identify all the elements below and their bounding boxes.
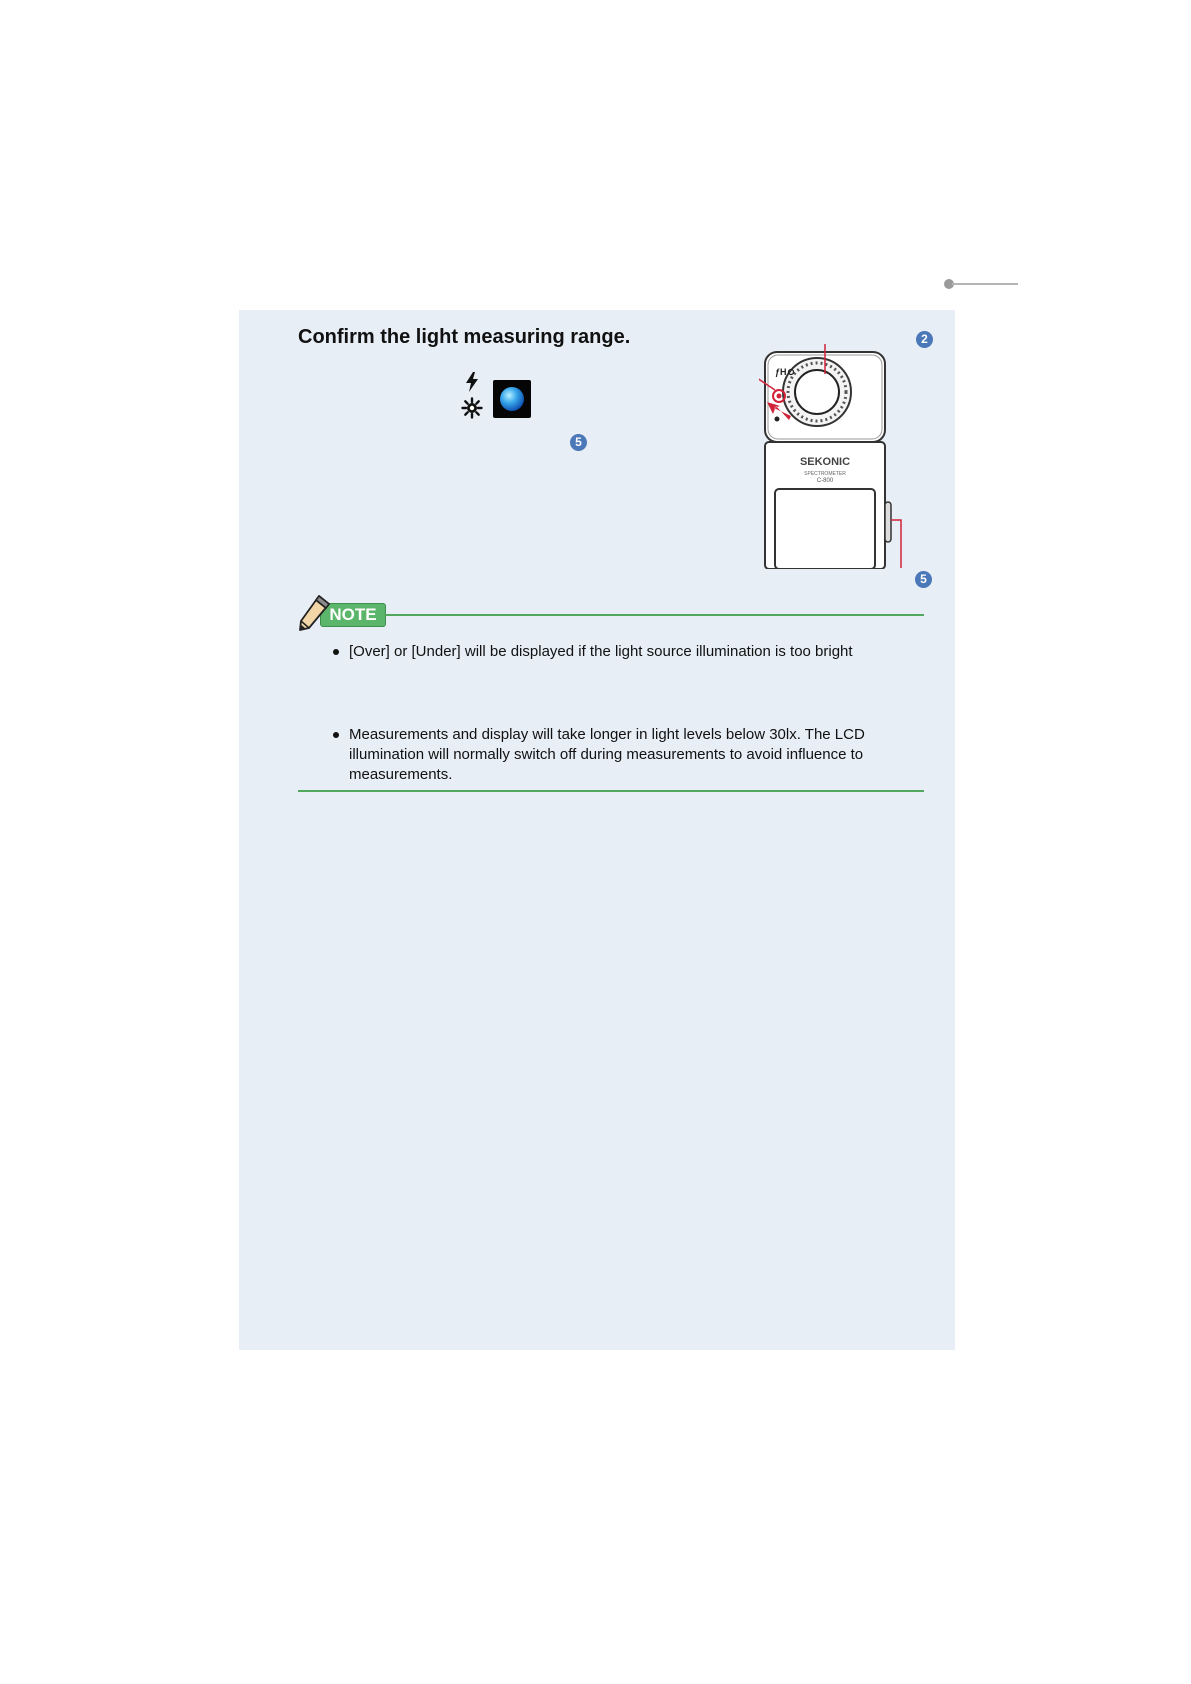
note-item-text: [Over] or [Under] will be displayed if the light source illumination is too bright (349, 643, 853, 660)
bullet (333, 732, 339, 738)
pencil-icon (298, 594, 332, 632)
note-rule-top (384, 614, 924, 616)
note-item-text: Measurements and display will take longer in light levels below 30lx. The LCD illumination will normally switch off during measurements to avoid influence to measurements. (349, 726, 865, 783)
note-badge (298, 594, 388, 632)
blue-button-icon (493, 380, 531, 418)
step-badge-2: 2 (916, 331, 933, 348)
device-line1: SPECTROMETER (804, 471, 846, 477)
blue-button-glow (500, 387, 524, 411)
note-rule-bottom (298, 790, 924, 792)
note-item (332, 725, 941, 785)
page-marker (944, 278, 1018, 290)
device-model: C-800 (816, 478, 834, 484)
content-panel (239, 310, 955, 1350)
note-label: NOTE (320, 603, 386, 627)
device-brand: SEKONIC (799, 456, 851, 468)
sun-icon (461, 397, 483, 419)
device-illustration (759, 344, 949, 569)
bullet (333, 649, 339, 655)
note-block (298, 594, 924, 1114)
flash-icon (464, 372, 480, 392)
note-item (332, 642, 941, 662)
svg-text:ƒH: ƒH (775, 367, 787, 377)
step-badge-5-callout: 5 (915, 571, 932, 588)
section-heading: Confirm the light measuring range. (298, 326, 631, 348)
page-marker-line (952, 283, 1018, 285)
step-badge-5: 5 (570, 434, 587, 451)
